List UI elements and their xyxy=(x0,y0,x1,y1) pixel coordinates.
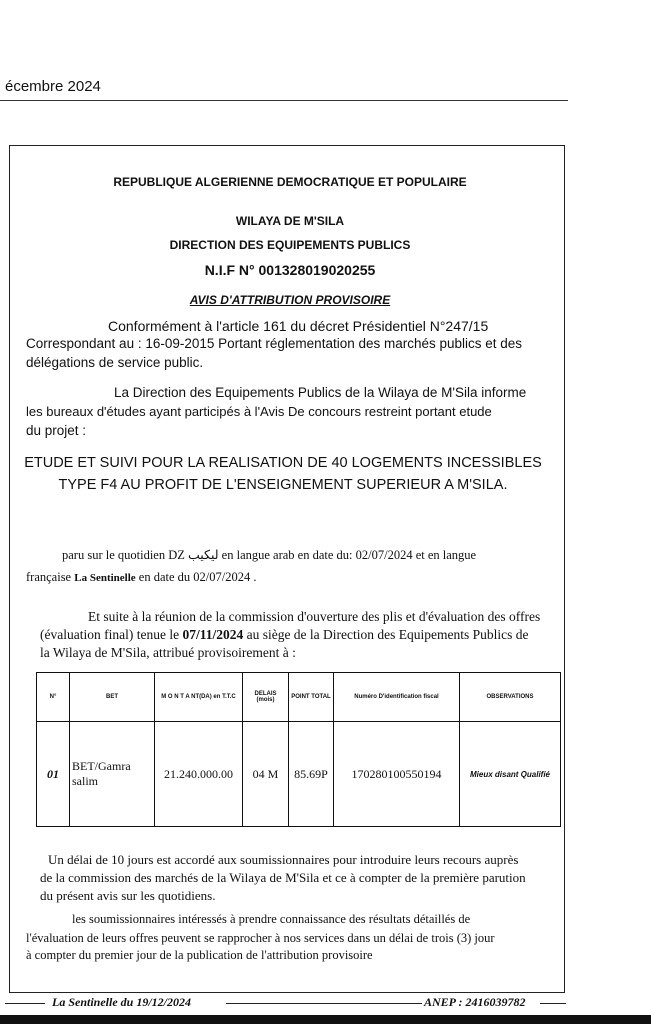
commission-line2 xyxy=(40,627,529,643)
wilaya-heading: WILAYA DE M'SILA xyxy=(235,214,345,228)
paragraph-legal-line3: délégations de service public. xyxy=(26,355,204,370)
notice-title: AVIS D'ATTRIBUTION PROVISOIRE xyxy=(189,293,391,307)
project-title-line2: TYPE F4 AU PROFIT DE L'ENSEIGNEMENT SUPERIEUR A M'SILA. xyxy=(58,477,508,493)
consultation-line3: à compter du premier jour de la publication de l'attribution provisoire xyxy=(26,948,373,962)
bottom-black-bar xyxy=(0,1015,651,1024)
header-point: POINT TOTAL xyxy=(289,673,334,722)
nif-heading: N.I.F N° 001328019020255 xyxy=(204,262,376,278)
cell-point: 85.69P xyxy=(289,722,334,827)
header-nif: Numéro D'identification fiscal xyxy=(334,673,460,722)
paragraph-legal-line2: Correspondant au : 16-09-2015 Portant réglementation des marchés publics et des xyxy=(26,336,523,351)
project-title-line1: ETUDE ET SUIVI POUR LA REALISATION DE 40 LOGEMENTS INCESSIBLES xyxy=(24,455,542,471)
header-delais: DELAIS (mois) xyxy=(243,673,289,722)
publication-line1: paru sur le quotidien DZ ليكيب en langue arab en date du: 02/07/2024 et en langue xyxy=(62,548,477,562)
paragraph-legal-line1: Conformément à l'article 161 du décret Présidentiel N°247/15 xyxy=(108,318,489,334)
commission-line1: Et suite à la réunion de la commission d'ouverture des plis et d'évaluation des offres xyxy=(88,609,541,624)
cell-delais: 04 M xyxy=(243,722,289,827)
cell-montant: 21.240.000.00 xyxy=(155,722,243,827)
commission-location: au siège de la Direction des Equipements Publics de xyxy=(246,627,529,642)
footer-source: La Sentinelle du 19/12/2024 xyxy=(52,995,192,1009)
header-num: N° xyxy=(37,673,70,722)
cell-nif: 170280100550194 xyxy=(334,722,460,827)
paragraph-intro-line2: les bureaux d'études ayant participés à l'Avis De concours restreint portant etude xyxy=(26,404,492,419)
header-montant: M O N T A NT(DA) en T.T.C xyxy=(155,673,243,722)
table-header-row xyxy=(37,673,561,722)
cell-observation: Mieux disant Qualifié xyxy=(460,722,561,827)
recourse-line1: Un délai de 10 jours est accordé aux soumissionnaires pour introduire leurs recours auprès xyxy=(48,852,519,867)
publication-line2 xyxy=(26,570,256,585)
footer-rule-right xyxy=(540,1003,566,1004)
header-bet: BET xyxy=(70,673,155,722)
paragraph-intro-line3: du projet : xyxy=(26,423,87,438)
cell-num: 01 xyxy=(37,722,70,827)
cell-bet: BET/Gamra salim xyxy=(70,722,155,827)
consultation-line2: l'évaluation de leurs offres peuvent se rapprocher à nos services dans un délai de trois (3) jour xyxy=(26,931,495,945)
footer-rule-middle xyxy=(226,1003,422,1004)
footer-anep: ANEP : 2416039782 xyxy=(424,995,526,1009)
publication-newspaper: La Sentinelle xyxy=(74,572,136,584)
recourse-line3: du présent avis sur les quotidiens. xyxy=(40,888,216,903)
attribution-table xyxy=(36,672,561,827)
recourse-line2: de la commission des marchés de la Wilaya de M'Sila et ce à compter de la première parution xyxy=(40,870,526,885)
commission-date: 07/11/2024 xyxy=(182,627,244,642)
page-date-header: écembre 2024 xyxy=(5,78,101,95)
header-rule xyxy=(0,100,568,101)
publication-date: en date du 02/07/2024 . xyxy=(138,570,257,584)
table-row xyxy=(37,722,561,827)
consultation-line1: les soumissionnaires intéressés à prendre connaissance des résultats détaillés de xyxy=(72,912,471,926)
publication-language: française xyxy=(26,570,72,584)
commission-evaluation: (évaluation final) tenue le xyxy=(40,627,180,642)
commission-line3: la Wilaya de M'Sila, attribué provisoirement à : xyxy=(40,645,296,660)
country-heading: REPUBLIQUE ALGERIENNE DEMOCRATIQUE ET POPULAIRE xyxy=(113,175,467,189)
direction-heading: DIRECTION DES EQUIPEMENTS PUBLICS xyxy=(169,238,411,252)
paragraph-intro-line1: La Direction des Equipements Publics de la Wilaya de M'Sila informe xyxy=(114,385,527,400)
footer-rule-left xyxy=(5,1003,45,1004)
header-observations: OBSERVATIONS xyxy=(460,673,561,722)
